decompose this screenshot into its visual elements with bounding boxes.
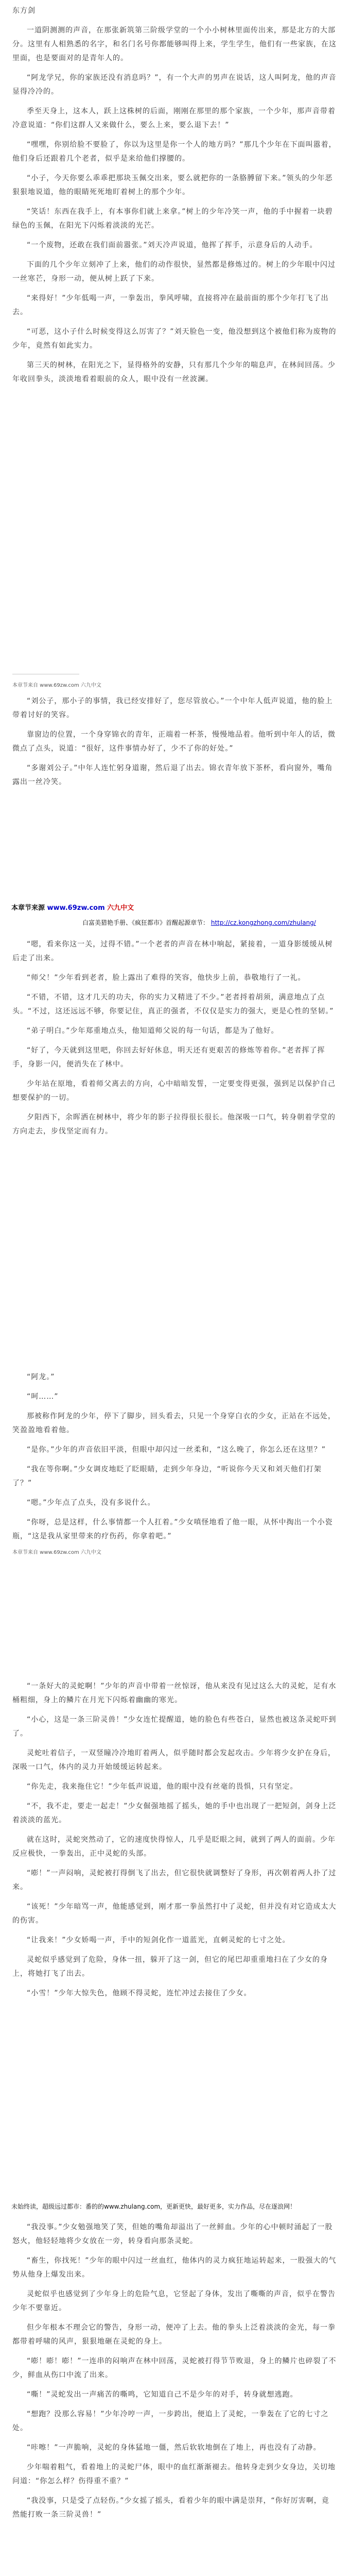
paragraph: 就在这时，灵蛇突然动了，它的速度快得惊人，几乎是眨眼之间，就到了两人的面前。少年反应极快，一拳轰出，正中灵蛇的头部。 [12, 1836, 336, 1858]
paragraph: “可恶，这小子什么时候变得这么厉害了？”刘天脸色一变，他没想到这个被他们称为废物的少年，竟然有如此实力。 [12, 328, 337, 350]
publisher-banner [0, 2199, 350, 2214]
paragraph: “弟子明白。”少年郑重地点头，他知道师父说的每一句话，都是为了他好。 [27, 1027, 279, 1035]
paragraph: 灵蛇似乎感觉到了危险，身体一扭，躲开了这一剑，但它的尾巴却重重地扫在了少女的身上，将她打飞了出去。 [12, 1956, 328, 1978]
source-label [11, 901, 134, 916]
paragraph: “小心，这是一条三阶灵兽！”少女连忙提醒道，她的脸色有些苍白，显然也被这条灵蛇吓到了。 [12, 1716, 337, 1738]
paragraph: “嗯。”少年点了点头，没有多说什么。 [27, 1499, 155, 1507]
chapter-section-6 [12, 2221, 337, 2528]
chapter-section-5 [12, 1680, 337, 2006]
paragraph: “我没事。”少女勉强地笑了笑，但她的嘴角却溢出了一丝鲜血。少年的心中顿时涌起了一股怒火，他轻轻地将少女放在一旁，转身看向那条灵蛇。 [12, 2223, 333, 2245]
paragraph: “一条好大的灵蛇啊！”少年的声音中带着一丝惊讶，他从来没有见过这么大的灵蛇，足有水桶粗细，身上的鳞片在月光下闪烁着幽幽的寒光。 [12, 1682, 337, 1704]
paragraph: 下面的几个少年立刻冲了上来，他们的动作很快，显然都是修炼过的。树上的少年眼中闪过一丝寒芒，身形一动，便从树上跃了下来。 [12, 261, 336, 283]
paragraph: “笑话！东西在我手上，有本事你们就上来拿。”树上的少年冷笑一声，他的手中握着一块碧绿色的玉佩，在阳光下闪烁着淡淡的光芒。 [12, 208, 333, 230]
paragraph: “该死！”少年暗骂一声，他能感觉到，刚才那一拳虽然打中了灵蛇，但并没有对它造成太大的伤害。 [12, 1903, 337, 1925]
paragraph: “嗯，看来你这一关，过得不错。”一个老者的声音在林中响起，紧接着，一道身影缓缓从树后走了出来。 [12, 940, 333, 962]
paragraph: 少年站在原地，看着师父离去的方向，心中暗暗发誓，一定要变得更强，强到足以保护自己想要保护的一切。 [12, 1080, 336, 1102]
paragraph: 靠窗边的位置，一个身穿锦衣的青年，正端着一杯茶，慢慢地品着。他听到中年人的话，微微点了点头，说道：“很好，这件事情办好了，少不了你的好处。” [12, 731, 336, 753]
publisher-text: 未始终读，超级远过都市：番的的www.zhulang.com，更新更快，最好更多，实力作品，尽在逐浪网！ [11, 2203, 296, 2210]
paragraph: “呵……” [27, 1393, 59, 1401]
paragraph: “嘭！嘭！嘭！”一连串的闷响声在林中回荡，灵蛇被打得节节败退，身上的鳞片也碎裂了不少，鲜血从伤口中流了出来。 [12, 2357, 337, 2379]
paragraph: 灵蛇似乎也感觉到了少年身上的危险气息，它竖起了身体，发出了嘶嘶的声音，似乎在警告少年不要靠近。 [12, 2290, 336, 2312]
paragraph: “你呀，总是这样，什么事情都一个人扛着。”少女嗔怪地看了他一眼，从怀中掏出一个小瓷瓶，“这是我从家里带来的疗伤药，你拿着吧。” [12, 1518, 333, 1540]
paragraph: 少年喘着粗气，看着地上的灵蛇尸体，眼中的血红渐渐褪去。他转身走到少女身边，关切地问道：“你怎么样？伤得重不重？” [12, 2463, 336, 2485]
source-note: 本章节来自 www.69zw.com 六九中文 [12, 683, 101, 688]
chapter-section-1 [12, 4, 337, 392]
paragraph: “一个废物，还敢在我们面前嚣张。”刘天冷声说道，他挥了挥手，示意身后的人动手。 [27, 241, 318, 249]
paragraph: “你先走，我来拖住它！”少年低声说道，他的眼中没有丝毫的畏惧，只有坚定。 [27, 1783, 298, 1791]
paragraph: “好了，今天就到这里吧，你回去好好休息，明天还有更艰苦的修炼等着你。”老者挥了挥手，身影一闪，便消失在了林中。 [12, 1046, 325, 1069]
paragraph: “师父！”少年看到老者，脸上露出了难得的笑容，他快步上前，恭敬地行了一礼。 [27, 974, 306, 982]
paragraph: “小子，今天你要么乖乖把那块玉佩交出来，要么就把你的一条胳膊留下来。”领头的少年恶狠狠地说道，他的眼睛死死地盯着树上的那个少年。 [12, 174, 333, 196]
paragraph: “多谢刘公子。”中年人连忙躬身道谢，然后退了出去。锦衣青年放下茶杯，看向窗外，嘴角露出一丝冷笑。 [12, 764, 333, 786]
paragraph: “不错，不错，这才几天的功夫，你的实力又精进了不少。”老者捋着胡须，满意地点了点头。“不过，这还远远不够，你要记住，真正的强者，不仅仅是实力的强大，更是心性的坚韧。” [12, 993, 334, 1015]
paragraph: “嘶！”灵蛇发出一声痛苦的嘶鸣，它知道自己不是少年的对手，转身就想逃跑。 [27, 2391, 298, 2399]
paragraph: “是你。”少年的声音依旧平淡，但眼中却闪过一丝柔和，“这么晚了，你怎么还在这里？” [27, 1446, 326, 1454]
paragraph: 灵蛇吐着信子，一双竖瞳冷冷地盯着两人，似乎随时都会发起攻击。少年将少女护在身后，深吸一口气，体内的灵力开始缓缓运转起来。 [12, 1749, 336, 1771]
source-site-link[interactable]: www.69zw.com [47, 904, 105, 912]
header-line: 东方剑 [12, 7, 36, 15]
paragraph: “嘭！”一声闷响，灵蛇被打得倒飞了出去，但它很快就调整好了身形，再次朝着两人扑了过来。 [12, 1869, 337, 1891]
chapter-section-4 [12, 1370, 337, 1556]
publisher-text [82, 915, 316, 930]
paragraph: “阿龙学兄，你的家族还没有消息吗？”，有一个大声的男声在说话，这人叫阿龙，他的声音显得冷冷的。 [12, 74, 337, 96]
source-prefix: 本章节来源 [11, 904, 45, 912]
paragraph: “阿龙。” [27, 1373, 55, 1381]
chapter-section-2 [12, 681, 337, 795]
paragraph: “让我来！”少女娇喝一声，手中的短剑化作一道蓝光，直刺灵蛇的七寸之处。 [27, 1936, 290, 1944]
paragraph: “刘公子，那小子的事情，我已经安排好了，您尽管放心。”一个中年人低声说道，他的脸上带着讨好的笑容。 [12, 697, 333, 719]
paragraph: 那被称作阿龙的少年，停下了脚步，回头看去，只见一个身穿白衣的少女，正站在不远处，笑盈盈地看着他。 [12, 1412, 336, 1434]
publisher-link[interactable]: http://cz.kongzhong.com/zhulang/ [211, 919, 316, 926]
source-note: 本章节来自 www.69zw.com 六九中文 [12, 1550, 101, 1555]
paragraph: 但少年根本不理会它的警告，身形一动，便冲了上去。他的拳头上泛着淡淡的金光，每一拳都带着呼啸的风声，狠狠地砸在灵蛇的身上。 [12, 2324, 336, 2346]
paragraph: “不，我不走，要走一起走！”少女倔强地摇了摇头，她的手中也出现了一把短剑，剑身上泛着淡淡的蓝光。 [12, 1802, 337, 1824]
publisher-banner [0, 915, 350, 930]
paragraph: 季至天身上，这本人，跃上这株树的后面，刚刚在那里的那个家族，一个少年，那声音带着冷意说道：“你们这群人又来做什么，要么上来，要么退下去！” [12, 107, 336, 129]
paragraph: 一道阴测测的声音，在那张新筑第三阶级学堂的一个小小树林里面传出来，那是北方的大部分。这里有人相熟悉的名字，和名门名号你都能够叫得上来，学生学生，他们有一些家族，在这里面，也是要面对的是青年人的。 [12, 26, 337, 62]
paragraph: “来得好！”少年低喝一声，一拳轰出，拳风呼啸，直接将冲在最前面的那个少年打飞了出去。 [12, 294, 329, 316]
paragraph: “小雪！”少年大惊失色，他顾不得灵蛇，连忙冲过去接住了少女。 [27, 1989, 252, 1997]
source-brand: 六九中文 [107, 904, 134, 912]
chapter-section-3 [12, 938, 337, 1144]
paragraph: “我在等你啊。”少女调皮地眨了眨眼睛，走到少年身边，“听说你今天又和刘天他们打架了？” [12, 1465, 322, 1487]
paragraph: “咔嚓！”一声脆响，灵蛇的身体猛地一僵，然后软软地倒在了地上，再也没有了动静。 [27, 2444, 321, 2452]
publisher-label: 白富美猎艳手册、《疯狂都市》首醒起源章节： [82, 919, 209, 926]
paragraph: 第三天的树林，在阳光之下，显得格外的安静，只有那几个少年的喘息声，在林间回荡。少年收回拳头，淡淡地看着眼前的众人，眼中没有一丝波澜。 [12, 361, 336, 383]
paragraph: “嘿嘿，你别给脸不要脸了，你以为这里是你一个人的地方吗？”那几个少年在下面叫嚣着，他们身后还跟着几个老者，似乎是来给他们撑腰的。 [12, 141, 337, 163]
paragraph: 夕阳西下，余晖洒在树林中，将少年的影子拉得很长很长。他深吸一口气，转身朝着学堂的方向走去，步伐坚定而有力。 [12, 1113, 336, 1136]
paragraph: “畜生，你找死！”少年的眼中闪过一丝血红，他体内的灵力疯狂地运转起来，一股强大的气势从他身上爆发出来。 [12, 2257, 337, 2279]
paragraph: “想跑？没那么容易！”少年冷哼一声，一步跨出，便追上了灵蛇，一拳轰在了它的七寸之处。 [12, 2410, 329, 2432]
source-banner [0, 901, 350, 916]
paragraph: “我没事，只是受了点轻伤。”少女摇了摇头，看着少年的眼中满是崇拜，“你好厉害啊，竟然能打败一条三阶灵兽！” [12, 2497, 329, 2519]
